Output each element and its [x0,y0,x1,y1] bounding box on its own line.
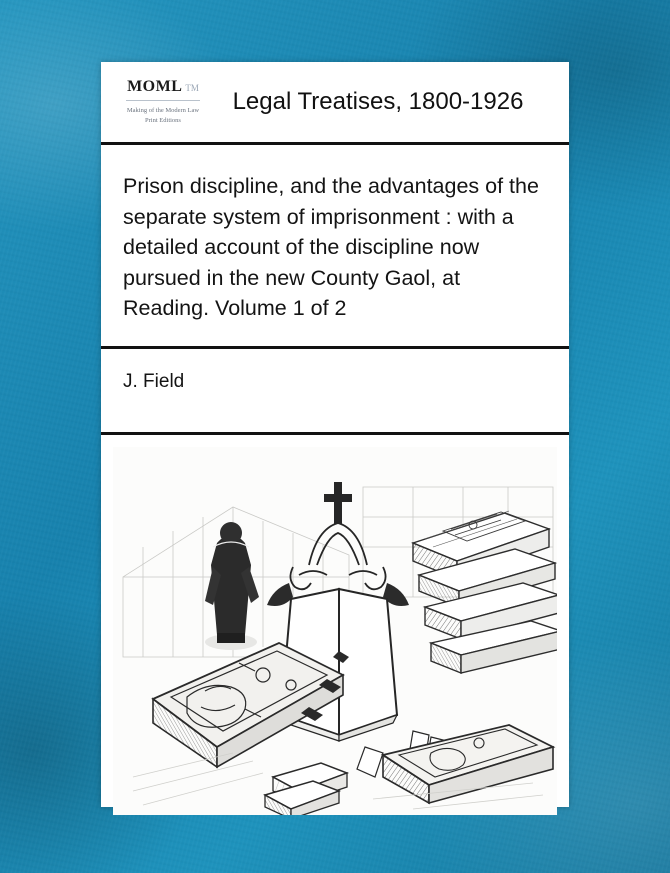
moml-logo-wordmark-row [127,79,199,95]
cover-header [101,62,569,145]
logo-tagline-line2: Print Editions [145,116,181,124]
illustration-container [101,435,569,827]
series-title: Legal Treatises, 1800-1926 [232,88,524,115]
book-cover [101,62,569,807]
trademark-symbol: TM [185,82,199,93]
title-block [101,145,569,349]
moml-logo [111,66,215,138]
author-block [101,349,569,435]
logo-tagline-line1: Making of the Modern Law [126,106,200,114]
author-name: J. Field [123,370,185,392]
open-book-engraving [113,447,557,815]
logo-divider [126,100,200,101]
moml-wordmark: MOML [127,77,183,95]
page-title: Prison discipline, and the advantages of the separate system of imprisonment : with a detailed account of the discipline now pursued in the new County Gaol, at Reading. Volume 1 of 2 [123,174,539,321]
